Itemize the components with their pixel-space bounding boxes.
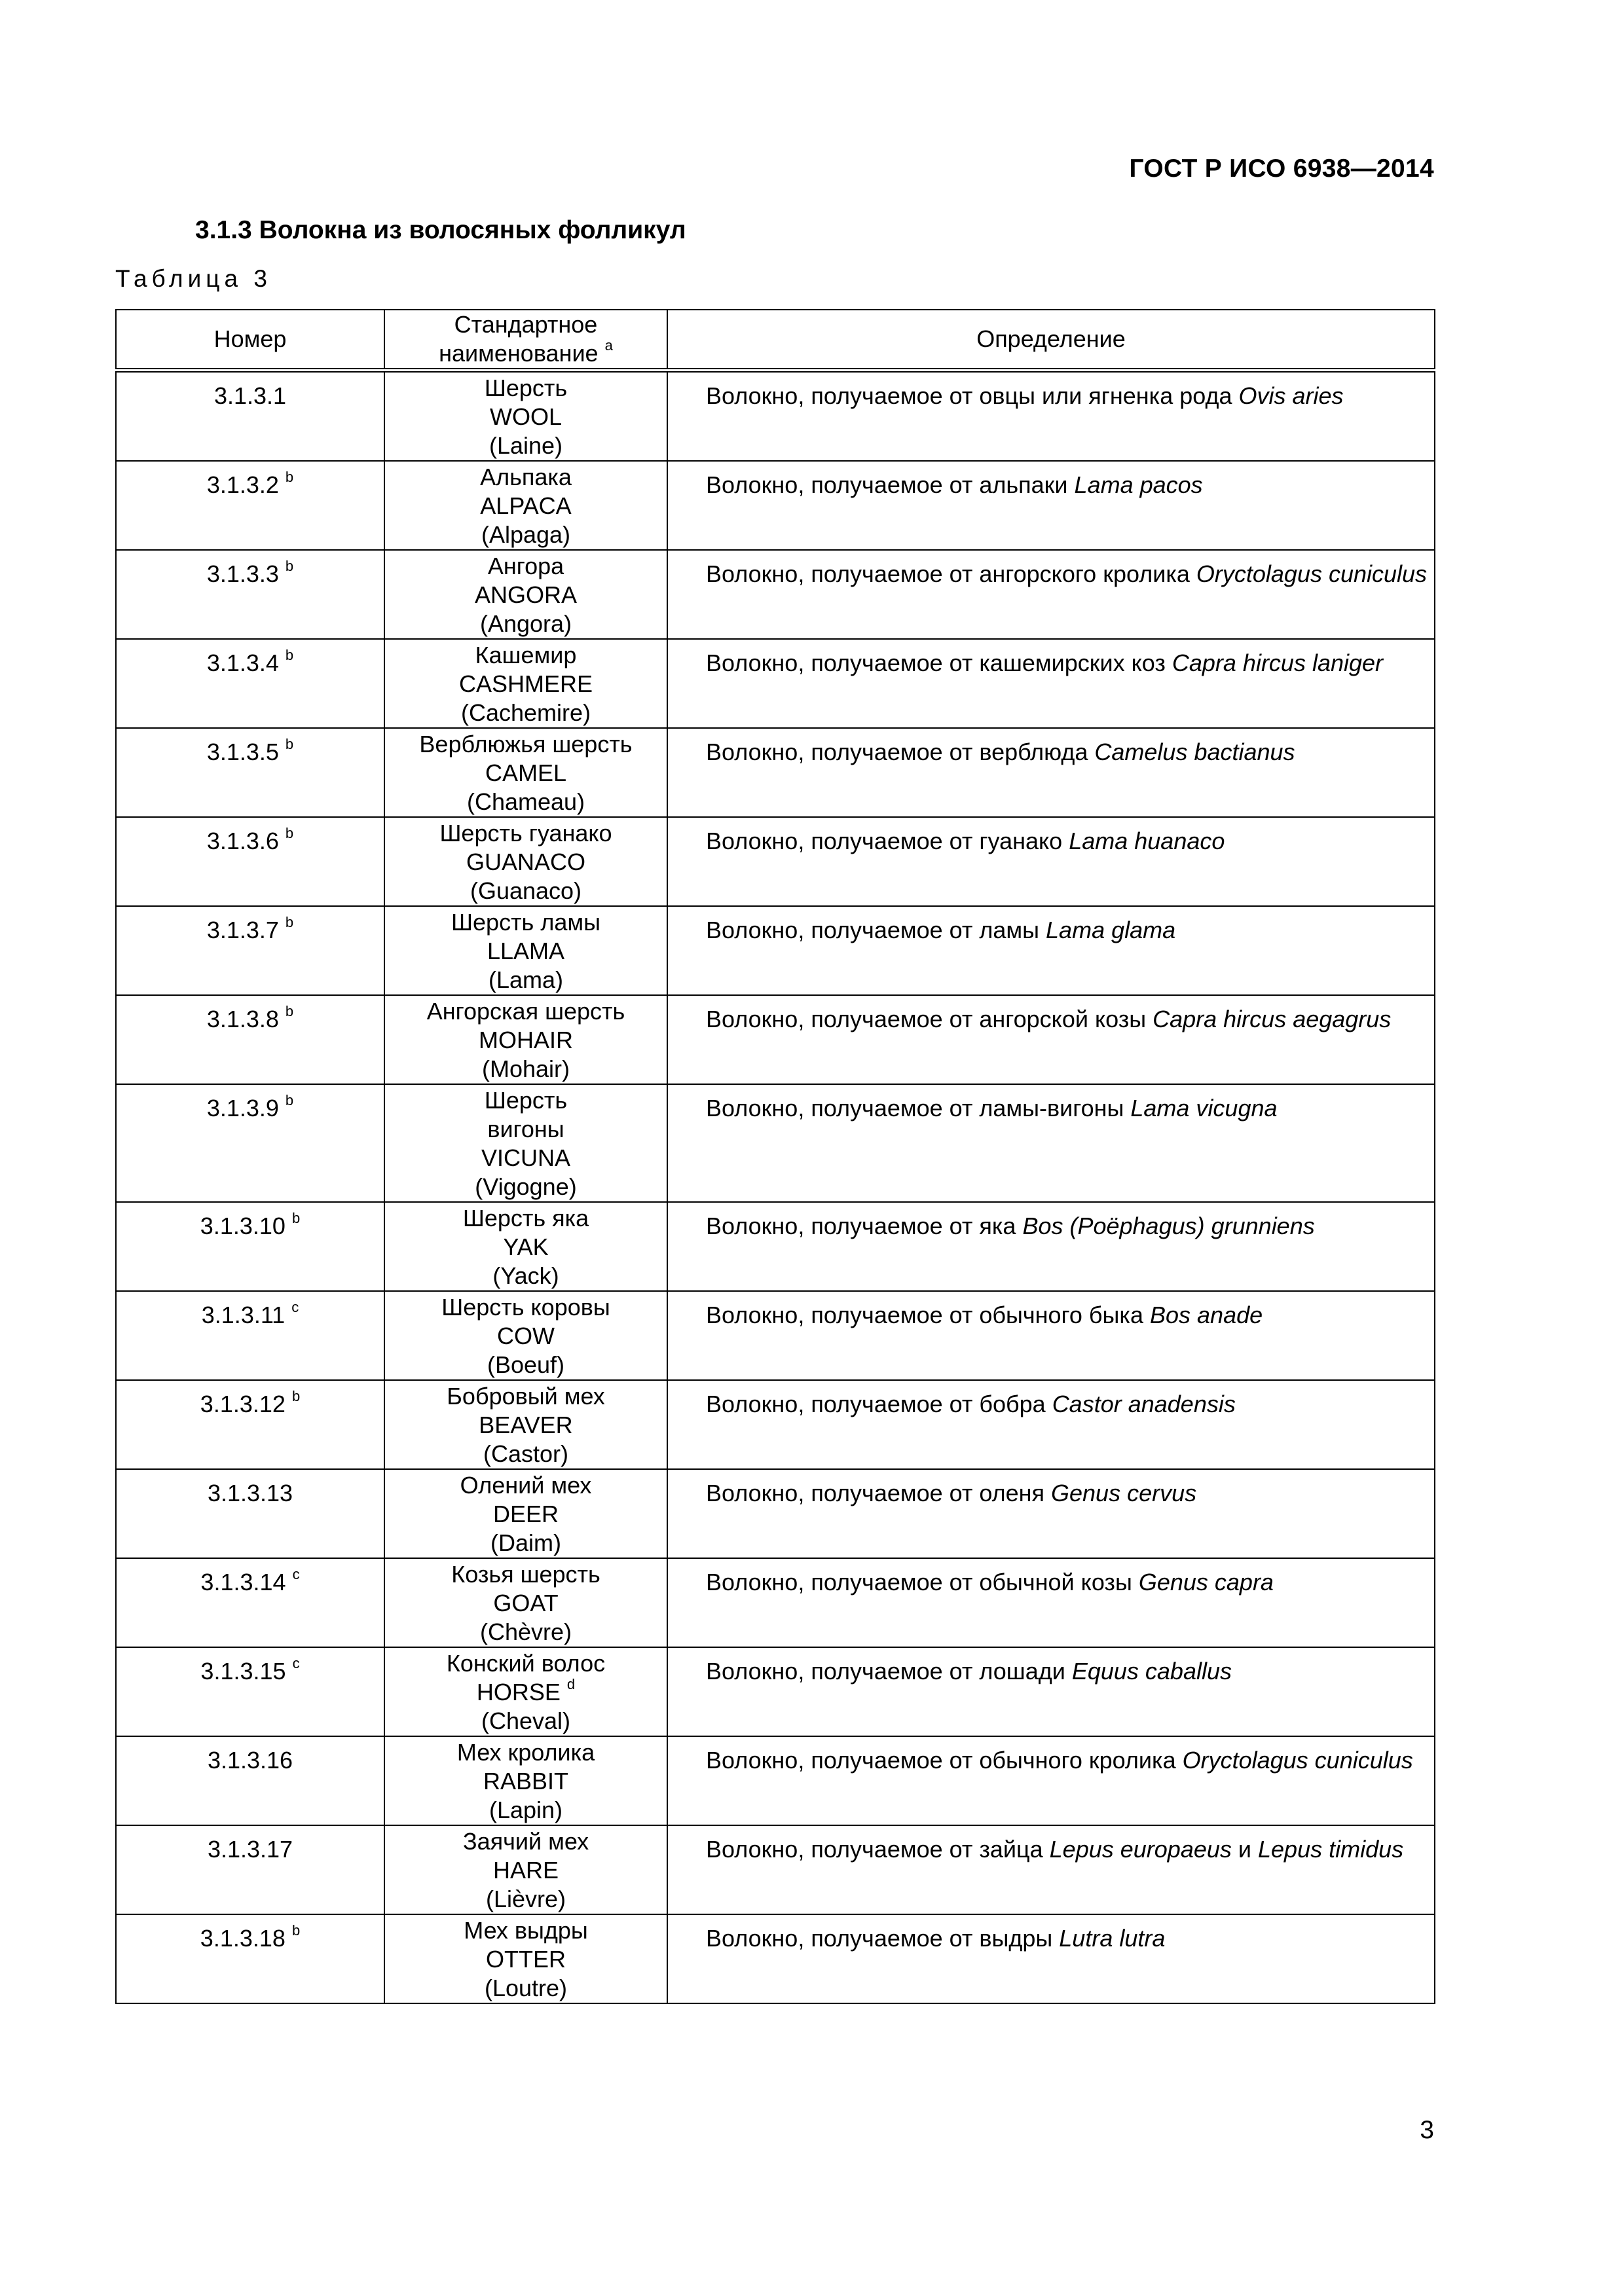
cell-definition	[667, 1380, 1435, 1469]
name-english	[385, 1945, 667, 1974]
footnote-marker: b	[285, 1003, 294, 1019]
definition-text: Волокно, получаемое от яка	[706, 1212, 1023, 1239]
definition-text: Волокно, получаемое от зайца	[706, 1836, 1050, 1863]
cell-definition	[667, 1202, 1435, 1291]
name-english-text: GOAT	[493, 1590, 559, 1616]
header-name-footnote: a	[604, 337, 613, 354]
table-row	[116, 1558, 1435, 1647]
cell-standard-name	[384, 1202, 667, 1291]
cell-definition	[667, 728, 1435, 817]
name-english	[385, 670, 667, 699]
definition-text: Волокно, получаемое от ангорской козы	[706, 1006, 1153, 1032]
name-english-text: YAK	[503, 1233, 549, 1260]
cell-definition	[667, 1825, 1435, 1914]
latin-species-name: Lutra lutra	[1059, 1925, 1166, 1952]
table-header-row	[116, 310, 1435, 371]
cell-definition	[667, 817, 1435, 906]
latin-species-name: Bos (Poëphagus) grunniens	[1022, 1212, 1315, 1239]
footnote-marker: b	[285, 469, 294, 485]
name-russian: Шерсть вигоны	[484, 1087, 568, 1142]
name-english	[385, 581, 667, 610]
name-english	[385, 1767, 667, 1796]
cell-standard-name	[384, 1380, 667, 1469]
cell-definition	[667, 1647, 1435, 1736]
table-row	[116, 995, 1435, 1084]
fiber-table	[115, 309, 1435, 2004]
footnote-marker: b	[285, 825, 294, 841]
name-french: (Boeuf)	[487, 1351, 565, 1378]
footnote-marker: b	[291, 1922, 301, 1939]
name-english-text: ANGORA	[474, 581, 578, 608]
footnote-marker: c	[292, 1566, 300, 1582]
cell-number	[116, 1380, 384, 1469]
table-row	[116, 1647, 1435, 1736]
name-english	[385, 1678, 667, 1707]
fiber-number: 3.1.3.18	[200, 1925, 286, 1952]
definition-text: Волокно, получаемое от ангорского кролика	[706, 560, 1196, 587]
fiber-number: 3.1.3.4	[206, 649, 279, 676]
definition-text: Волокно, получаемое от гуанако	[706, 828, 1069, 854]
name-french: (Cachemire)	[460, 699, 591, 726]
name-english	[385, 1026, 667, 1055]
footnote-marker: b	[285, 647, 294, 663]
name-english	[385, 1411, 667, 1440]
name-russian: Мех выдры	[464, 1917, 588, 1944]
name-russian: Шерсть ламы	[451, 909, 600, 936]
cell-definition	[667, 550, 1435, 639]
name-french: (Daim)	[490, 1529, 561, 1556]
table-row	[116, 1825, 1435, 1914]
cell-definition	[667, 1291, 1435, 1380]
latin-species-name: Equus caballus	[1071, 1658, 1232, 1685]
latin-species-name: Genus capra	[1138, 1569, 1274, 1595]
name-english-text: MOHAIR	[479, 1027, 573, 1053]
fiber-number: 3.1.3.13	[207, 1480, 293, 1506]
footnote-marker: b	[285, 736, 294, 752]
name-russian: Альпака	[480, 464, 572, 490]
table-row	[116, 1736, 1435, 1825]
name-french: (Chameau)	[466, 788, 585, 815]
fiber-number: 3.1.3.14	[200, 1569, 286, 1595]
cell-standard-name	[384, 906, 667, 995]
table-row	[116, 371, 1435, 462]
cell-number	[116, 1202, 384, 1291]
cell-number	[116, 817, 384, 906]
cell-number	[116, 1084, 384, 1202]
page-number: 3	[1420, 2116, 1434, 2144]
cell-standard-name	[384, 1647, 667, 1736]
table-row	[116, 1469, 1435, 1558]
cell-standard-name	[384, 639, 667, 728]
cell-definition	[667, 461, 1435, 550]
latin-species-name: Lama glama	[1046, 917, 1176, 943]
name-french: (Alpaga)	[481, 521, 571, 548]
name-french: (Vigogne)	[475, 1173, 577, 1200]
definition-text: Волокно, получаемое от кашемирских коз	[706, 649, 1172, 676]
cell-number	[116, 995, 384, 1084]
definition-text: Волокно, получаемое от верблюда	[706, 738, 1095, 765]
footnote-marker: c	[292, 1655, 300, 1671]
section-title: 3.1.3 Волокна из волосяных фолликул	[195, 216, 686, 244]
name-english-text: GUANACO	[466, 848, 586, 875]
name-russian: Шерсть коровы	[441, 1294, 610, 1321]
name-french: (Mohair)	[481, 1055, 570, 1082]
header-name-line1: Стандартное	[454, 311, 598, 338]
fiber-number: 3.1.3.11	[201, 1302, 286, 1328]
definition-text: Волокно, получаемое от альпаки	[706, 471, 1075, 498]
table-row	[116, 906, 1435, 995]
table-row	[116, 461, 1435, 550]
definition-text: Волокно, получаемое от обычного быка	[706, 1302, 1150, 1328]
cell-standard-name	[384, 550, 667, 639]
name-french: (Yack)	[492, 1262, 559, 1289]
definition-text: Волокно, получаемое от оленя	[706, 1480, 1052, 1506]
name-english	[385, 1856, 667, 1885]
name-english	[385, 759, 667, 788]
name-russian: Конский волос	[446, 1650, 606, 1677]
name-english	[385, 1233, 667, 1262]
fiber-number: 3.1.3.8	[206, 1006, 279, 1032]
cell-standard-name	[384, 1736, 667, 1825]
cell-standard-name	[384, 1914, 667, 2003]
cell-definition	[667, 1914, 1435, 2003]
cell-number	[116, 550, 384, 639]
table-row	[116, 1380, 1435, 1469]
fiber-number: 3.1.3.9	[206, 1095, 279, 1121]
name-russian: Ангора	[487, 553, 564, 579]
name-french: (Cheval)	[481, 1707, 571, 1734]
name-french: (Laine)	[489, 432, 563, 459]
cell-standard-name	[384, 371, 667, 462]
name-english	[385, 848, 667, 877]
name-french: (Castor)	[483, 1440, 568, 1467]
name-french: (Angora)	[479, 610, 572, 637]
latin-species-name: Oryctolagus cuniculus	[1182, 1747, 1413, 1774]
name-french: (Loutre)	[484, 1975, 568, 2001]
latin-species-name: Ovis aries	[1238, 382, 1344, 409]
cell-number	[116, 1736, 384, 1825]
name-english-text: COW	[497, 1322, 555, 1349]
name-english-text: HARE	[492, 1857, 559, 1884]
cell-number	[116, 371, 384, 462]
name-english-text: ALPACA	[480, 492, 572, 519]
fiber-number: 3.1.3.3	[206, 560, 279, 587]
definition-text: Волокно, получаемое от овцы или ягненка рода	[706, 382, 1239, 409]
name-english-text: BEAVER	[479, 1412, 573, 1438]
footnote-marker: b	[285, 1092, 294, 1108]
name-russian: Шерсть	[484, 374, 568, 401]
cell-definition	[667, 1558, 1435, 1647]
name-russian: Заячий мех	[462, 1828, 589, 1855]
name-english	[385, 937, 667, 966]
table-row	[116, 1202, 1435, 1291]
cell-definition	[667, 1736, 1435, 1825]
latin-species-name: Genus cervus	[1051, 1480, 1197, 1506]
definition-conjunction: и	[1231, 1836, 1259, 1863]
latin-species-name: Oryctolagus cuniculus	[1196, 560, 1428, 587]
footnote-marker: b	[285, 558, 294, 574]
name-russian: Бобровый мех	[447, 1383, 605, 1410]
name-english-text: HORSE	[476, 1679, 561, 1705]
name-russian: Кашемир	[475, 642, 577, 668]
name-french: (Lapin)	[489, 1796, 563, 1823]
cell-number	[116, 728, 384, 817]
cell-number	[116, 1558, 384, 1647]
name-russian: Шерсть яка	[462, 1205, 589, 1231]
cell-definition	[667, 906, 1435, 995]
fiber-number: 3.1.3.10	[200, 1212, 286, 1239]
name-english-text: CAMEL	[485, 759, 567, 786]
name-french: (Lièvre)	[485, 1886, 566, 1912]
name-english	[385, 492, 667, 520]
fiber-number: 3.1.3.2	[206, 471, 279, 498]
cell-number	[116, 639, 384, 728]
table-row	[116, 728, 1435, 817]
cell-standard-name	[384, 817, 667, 906]
cell-number	[116, 461, 384, 550]
cell-number	[116, 1647, 384, 1736]
fiber-number: 3.1.3.12	[200, 1391, 286, 1417]
name-english	[385, 1144, 667, 1173]
name-russian: Верблюжья шерсть	[419, 731, 633, 757]
cell-definition	[667, 639, 1435, 728]
latin-species-name: Capra hircus laniger	[1172, 649, 1384, 676]
fiber-number: 3.1.3.7	[206, 917, 279, 943]
fiber-number: 3.1.3.17	[207, 1836, 293, 1863]
name-english	[385, 403, 667, 431]
cell-number	[116, 1291, 384, 1380]
name-russian: Козья шерсть	[451, 1561, 600, 1588]
footnote-marker: d	[566, 1676, 576, 1692]
name-english-text: CASHMERE	[458, 670, 593, 697]
table-row	[116, 1084, 1435, 1202]
name-russian: Олений мех	[460, 1472, 592, 1499]
name-english	[385, 1500, 667, 1529]
definition-text: Волокно, получаемое от выдры	[706, 1925, 1060, 1952]
table-caption: Таблица 3	[115, 265, 272, 292]
table-row	[116, 817, 1435, 906]
definition-text: Волокно, получаемое от обычного кролика	[706, 1747, 1183, 1774]
header-name-line2: наименование	[439, 340, 599, 367]
name-english-text: RABBIT	[483, 1768, 569, 1795]
latin-species-name: Bos anade	[1149, 1302, 1263, 1328]
cell-standard-name	[384, 728, 667, 817]
cell-definition	[667, 995, 1435, 1084]
cell-standard-name	[384, 1084, 667, 1202]
definition-text: Волокно, получаемое от ламы-вигоны	[706, 1095, 1131, 1121]
table-row	[116, 1291, 1435, 1380]
name-english-text: WOOL	[489, 403, 562, 430]
cell-standard-name	[384, 1469, 667, 1558]
document-code: ГОСТ Р ИСО 6938—2014	[1129, 155, 1434, 183]
cell-number	[116, 906, 384, 995]
cell-standard-name	[384, 995, 667, 1084]
cell-number	[116, 1469, 384, 1558]
name-english-text: VICUNA	[481, 1144, 571, 1171]
header-standard-name	[384, 310, 667, 371]
name-french: (Lama)	[488, 966, 564, 993]
name-russian: Мех кролика	[456, 1739, 595, 1766]
fiber-number: 3.1.3.1	[213, 382, 287, 409]
footnote-marker: c	[291, 1299, 299, 1315]
cell-standard-name	[384, 1291, 667, 1380]
footnote-marker: b	[285, 914, 294, 930]
cell-definition	[667, 371, 1435, 462]
latin-species-name: Castor anadensis	[1052, 1391, 1236, 1417]
latin-species-name: Lama huanaco	[1069, 828, 1225, 854]
latin-species-name: Lama pacos	[1074, 471, 1203, 498]
fiber-number: 3.1.3.6	[206, 828, 279, 854]
cell-definition	[667, 1084, 1435, 1202]
name-english	[385, 1589, 667, 1618]
footnote-marker: b	[291, 1210, 301, 1226]
latin-species-name: Lepus europaeus	[1049, 1836, 1232, 1863]
cell-number	[116, 1914, 384, 2003]
name-english-text: DEER	[492, 1501, 559, 1527]
fiber-number: 3.1.3.16	[207, 1747, 293, 1774]
cell-number	[116, 1825, 384, 1914]
table-body	[116, 371, 1435, 2004]
name-english	[385, 1322, 667, 1351]
definition-text: Волокно, получаемое от ламы	[706, 917, 1046, 943]
header-definition: Определение	[667, 310, 1435, 371]
name-french: (Chèvre)	[479, 1618, 572, 1645]
cell-definition	[667, 1469, 1435, 1558]
cell-standard-name	[384, 1558, 667, 1647]
latin-species-name: Lama vicugna	[1130, 1095, 1278, 1121]
definition-text: Волокно, получаемое от лошади	[706, 1658, 1072, 1685]
latin-species-name: Lepus timidus	[1258, 1836, 1404, 1863]
fiber-number: 3.1.3.5	[206, 738, 279, 765]
name-english-text: OTTER	[486, 1946, 566, 1973]
fiber-number: 3.1.3.15	[200, 1658, 286, 1685]
definition-text: Волокно, получаемое от обычной козы	[706, 1569, 1139, 1595]
footnote-marker: b	[291, 1388, 301, 1404]
table-row	[116, 1914, 1435, 2003]
cell-standard-name	[384, 461, 667, 550]
name-russian: Шерсть гуанако	[439, 820, 612, 847]
definition-text: Волокно, получаемое от бобра	[706, 1391, 1052, 1417]
cell-standard-name	[384, 1825, 667, 1914]
name-english-text: LLAMA	[487, 938, 565, 964]
latin-species-name: Camelus bactianus	[1094, 738, 1295, 765]
latin-species-name: Capra hircus aegagrus	[1153, 1006, 1392, 1032]
header-number: Номер	[116, 310, 384, 371]
table-row	[116, 639, 1435, 728]
table-row	[116, 550, 1435, 639]
name-russian: Ангорская шерсть	[426, 998, 625, 1025]
name-french: (Guanaco)	[470, 877, 582, 904]
